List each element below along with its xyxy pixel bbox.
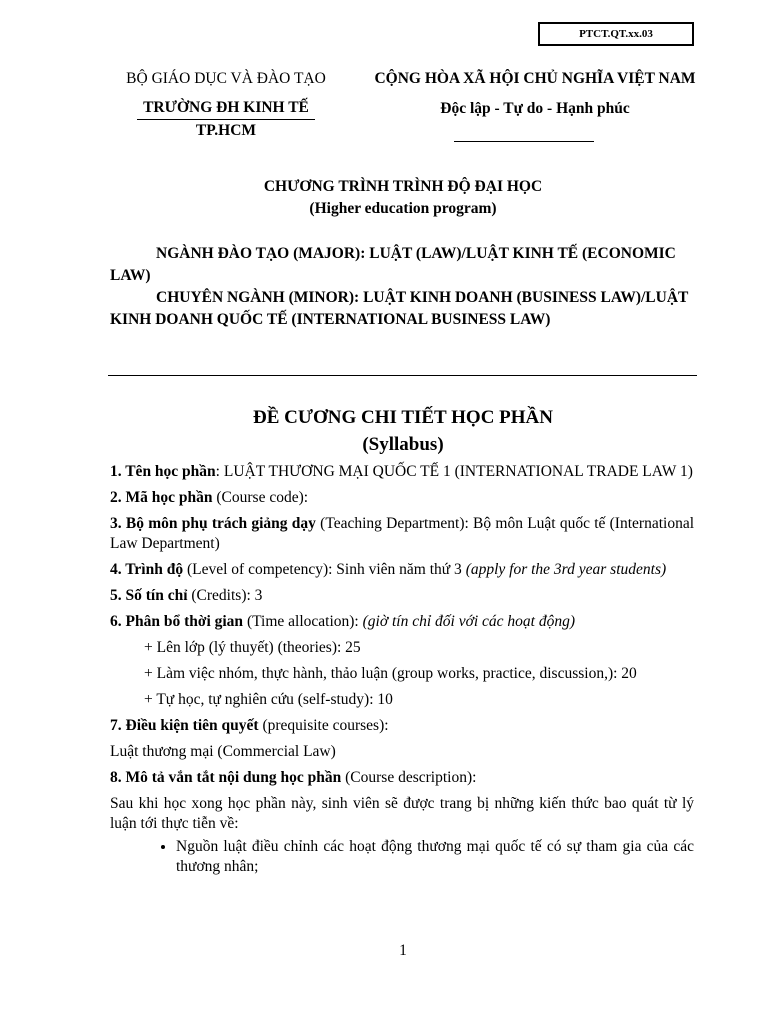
page-number: 1 <box>399 942 407 959</box>
republic-name: CỘNG HÒA XÃ HỘI CHỦ NGHĨA VIỆT NAM <box>374 70 696 87</box>
program-subtitle: (Higher education program) <box>309 200 497 217</box>
description-intro: Sau khi học xong học phần này, sinh viên sẽ được trang bị những kiến thức bao quát từ lý luận tới thực tiễn về: <box>110 795 694 832</box>
item-text: (Level of competency): Sinh viên năm thứ 3 <box>183 561 466 578</box>
major-text: NGÀNH ĐÀO TẠO (MAJOR): LUẬT (LAW)/LUẬT KINH TẾ (ECONOMIC LAW) <box>110 245 676 284</box>
item-text: (prequisite courses): <box>258 717 389 734</box>
item-text: (Teaching Department): Bộ môn Luật quốc tế (International Law Department) <box>110 515 694 552</box>
item-italic-note: (apply for the 3rd year students) <box>465 561 667 578</box>
item-course-name <box>110 462 694 482</box>
program-title-block <box>110 176 696 220</box>
item-text: (Course code): <box>212 489 309 506</box>
motto: Độc lập - Tự do - Hạnh phúc <box>440 100 630 117</box>
item-text: (Time allocation): <box>243 613 363 630</box>
item-prerequisite <box>110 716 694 736</box>
item-level <box>110 560 694 580</box>
item-label: 6. Phân bổ thời gian <box>110 613 244 630</box>
syllabus-title-block <box>110 404 696 458</box>
item-label: 8. Mô tả vắn tắt nội dung học phần <box>110 769 342 786</box>
item-text: : LUẬT THƯƠNG MẠI QUỐC TẾ 1 (INTERNATIONAL TRADE LAW 1) <box>215 463 693 480</box>
item-time-allocation <box>110 612 694 632</box>
item-text: (Course description): <box>341 769 477 786</box>
item-department <box>110 514 694 554</box>
item-text: (Credits): 3 <box>187 587 263 604</box>
program-title: CHƯƠNG TRÌNH TRÌNH ĐỘ ĐẠI HỌC <box>263 178 543 195</box>
school-name-line2: TP.HCM <box>195 122 257 139</box>
school-name-line1: TRƯỜNG ĐH KINH TẾ <box>137 97 315 120</box>
minor-text: CHUYÊN NGÀNH (MINOR): LUẬT KINH DOANH (BUSINESS LAW)/LUẬT KINH DOANH QUỐC TẾ (INTERNATIONAL BUSINESS LAW) <box>110 289 689 328</box>
item-label: 4. Trình độ <box>110 561 184 578</box>
time-self-study: + Tự học, tự nghiên cứu (self-study): 10 <box>144 691 393 708</box>
syllabus-content <box>110 462 694 877</box>
time-theory: + Lên lớp (lý thuyết) (theories): 25 <box>144 639 361 656</box>
ministry-name: BỘ GIÁO DỤC VÀ ĐÀO TẠO <box>126 70 326 87</box>
time-group-work: + Làm việc nhóm, thực hành, thảo luận (group works, practice, discussion,): 20 <box>144 665 637 682</box>
item-label: 3. Bộ môn phụ trách giảng dạy <box>110 515 316 532</box>
syllabus-title: ĐỀ CƯƠNG CHI TIẾT HỌC PHẦN <box>253 407 553 428</box>
header-left <box>96 68 356 142</box>
document-code: PTCT.QT.xx.03 <box>538 22 694 46</box>
item-description <box>110 768 694 788</box>
syllabus-subtitle: (Syllabus) <box>362 434 444 455</box>
item-label: 2. Mã học phần <box>110 489 213 506</box>
header-right <box>370 68 700 120</box>
item-italic-note: (giờ tín chỉ đối với các hoạt động) <box>362 613 576 630</box>
item-label: 5. Số tín chỉ <box>110 587 188 604</box>
divider-line <box>108 375 697 376</box>
item-course-code <box>110 488 694 508</box>
prerequisite-value: Luật thương mại (Commercial Law) <box>110 743 336 760</box>
major-block <box>110 243 696 331</box>
description-bullets <box>110 837 694 877</box>
bullet-item: • Nguồn luật điều chỉnh các hoạt động thương mại quốc tế có sự tham gia của các thương nhân; <box>176 837 694 877</box>
item-label: 7. Điều kiện tiên quyết <box>110 717 259 734</box>
item-credits <box>110 586 694 606</box>
motto-underline <box>454 141 594 142</box>
item-label: 1. Tên học phần <box>110 463 216 480</box>
